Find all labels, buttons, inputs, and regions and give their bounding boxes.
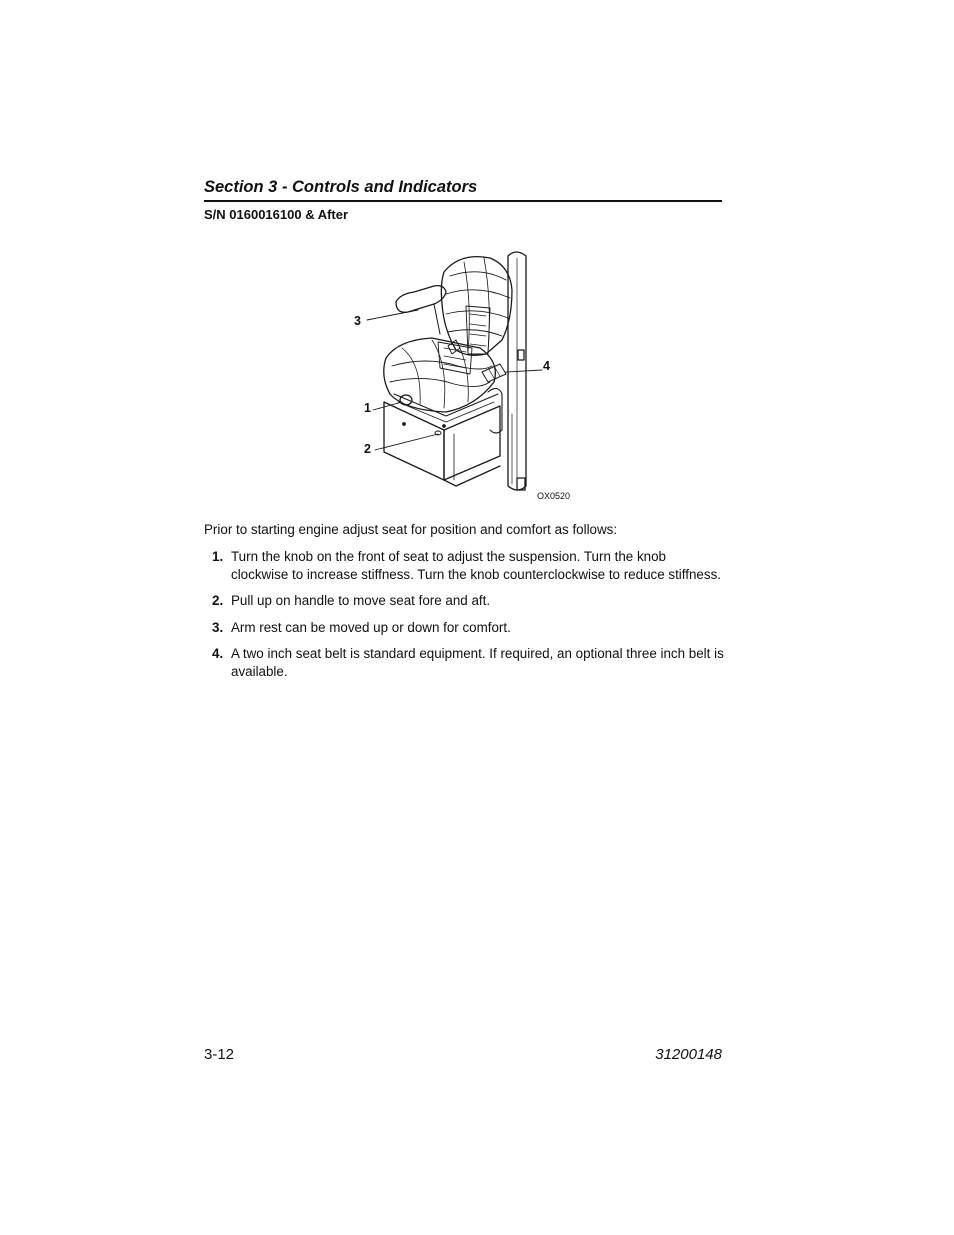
intro-paragraph: Prior to starting engine adjust seat for position and comfort as follows: — [204, 522, 618, 537]
step-text: Pull up on handle to move seat fore and aft. — [231, 593, 491, 608]
section-divider — [204, 200, 722, 202]
list-item — [204, 592, 724, 610]
step-number: 4. — [212, 646, 224, 661]
page-number: 3-12 — [204, 1046, 235, 1063]
seat-back — [441, 257, 512, 356]
adjustment-steps — [204, 548, 724, 689]
step-number: 1. — [212, 549, 224, 564]
document-number: 31200148 — [655, 1046, 722, 1063]
suspension-knob — [400, 395, 412, 405]
step-text: A two inch seat belt is standard equipment. If required, an optional three inch belt is available. — [231, 646, 724, 679]
leader-line-3 — [367, 310, 418, 320]
callout-4: 4 — [543, 359, 550, 373]
armrest — [396, 286, 446, 313]
figure-id: OX0520 — [537, 491, 571, 501]
seat-belt-buckle — [482, 364, 506, 382]
step-number: 3. — [212, 619, 224, 635]
callout-1: 1 — [364, 401, 371, 415]
step-text: Arm rest can be moved up or down for comfort. — [231, 619, 511, 635]
seat-illustration — [340, 244, 590, 510]
callout-2: 2 — [364, 442, 371, 456]
serial-number-heading: S/N 0160016100 & After — [204, 207, 349, 222]
list-item — [204, 619, 724, 637]
list-item — [204, 645, 724, 680]
leader-line-4 — [506, 370, 542, 372]
step-text: Turn the knob on the front of seat to adjust the suspension. Turn the knob clockwise to increase stiffness. Turn the knob counterclockwise to reduce stiffness. — [231, 549, 721, 582]
section-title: Section 3 - Controls and Indicators — [204, 178, 478, 196]
callout-3: 3 — [354, 314, 361, 328]
step-number: 2. — [212, 593, 224, 608]
seat-base — [384, 402, 444, 480]
seat-drawing — [340, 244, 590, 510]
list-item — [204, 548, 724, 583]
